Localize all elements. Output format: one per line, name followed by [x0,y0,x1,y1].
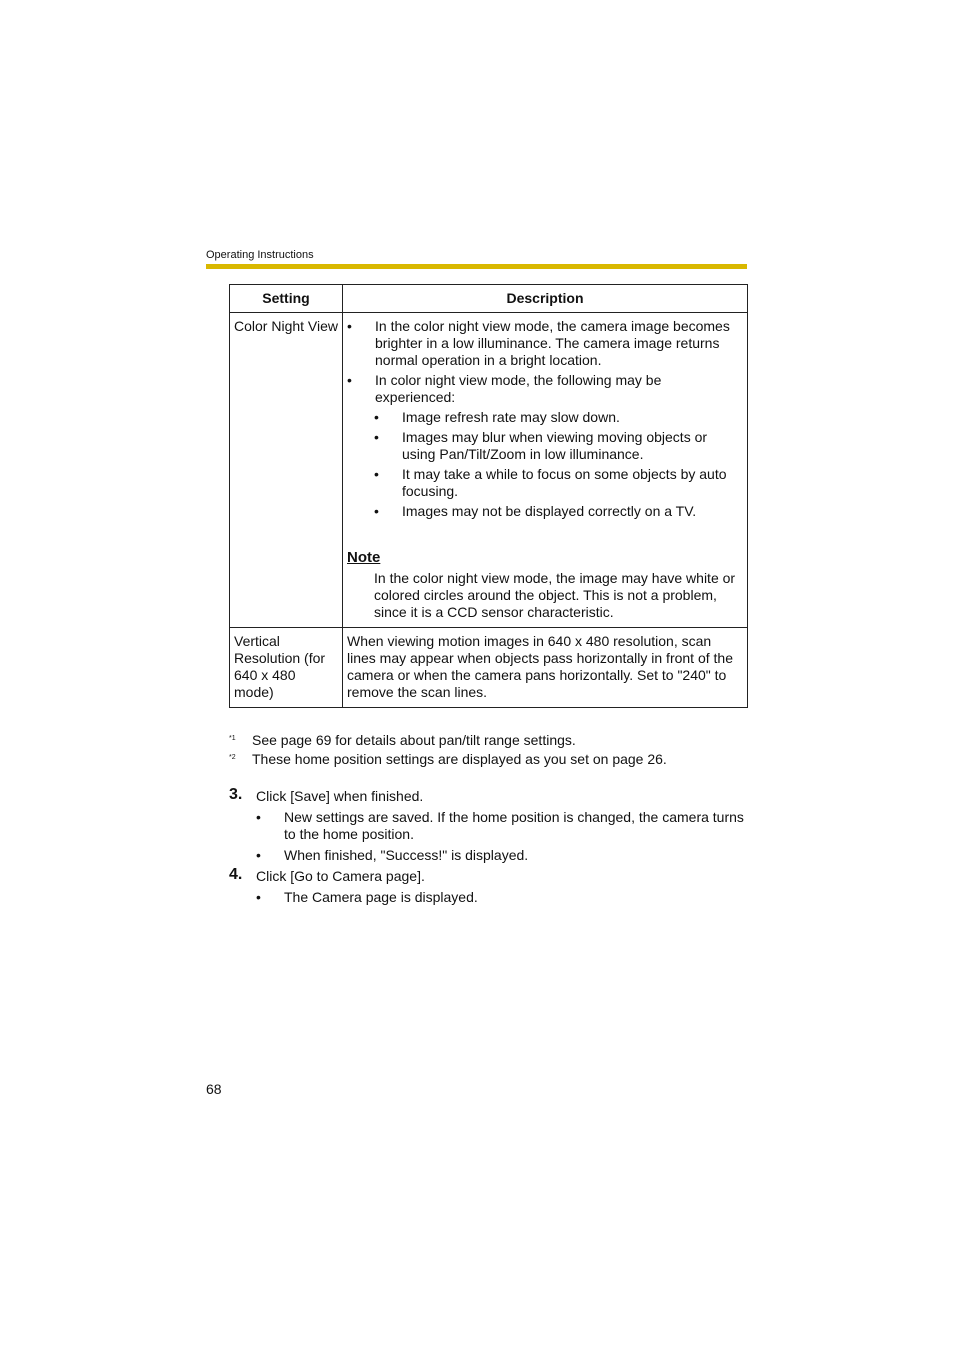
setting-cell: Vertical Resolution (for 640 x 480 mode) [230,628,343,708]
table-row [230,628,748,708]
footnotes [229,731,667,769]
step-text: Click [Go to Camera page]. [256,868,425,884]
step-number: 4. [229,866,243,883]
footnote-mark: *1 [229,735,236,742]
sub-bullet-item: • Images may not be displayed correctly on a TV. [374,503,741,520]
steps-list [229,788,749,910]
bullet-item: • In color night view mode, the following may be experienced: [347,372,741,406]
step-bullet: • When finished, "Success!" is displayed. [229,847,749,864]
sub-bullet-item: • It may take a while to focus on some objects by auto focusing. [374,466,741,500]
note-heading: Note [347,549,381,566]
note-text: In the color night view mode, the image may have white or colored circles around the object. This is not a problem, since it is a CCD sensor characteristic. [374,570,736,620]
step-text: Click [Save] when finished. [256,788,424,804]
footnote [229,750,667,769]
page-number: 68 [206,1081,222,1097]
description-cell: When viewing motion images in 640 x 480 resolution, scan lines may appear when objects pass horizontally in front of the camera or when the camera pans horizontally. Set to "240" to remove the scan lines. [343,628,748,708]
description-cell [343,313,748,628]
running-header: Operating Instructions [206,249,314,261]
step-bullet: • New settings are saved. If the home position is changed, the camera turns to the home position. [229,809,749,843]
step-bullet: • The Camera page is displayed. [229,889,749,906]
table-row [230,313,748,628]
step-number: 3. [229,786,243,803]
settings-table [229,284,748,708]
footnote [229,731,667,750]
column-header-description: Description [343,285,748,313]
column-header-setting: Setting [230,285,343,313]
table-header-row [230,285,748,313]
sub-bullet-item: • Image refresh rate may slow down. [374,409,741,426]
sub-bullet-item: • Images may blur when viewing moving objects or using Pan/Tilt/Zoom in low illuminance. [374,429,741,463]
header-rule [206,264,747,269]
footnote-text: These home position settings are displayed as you set on page 26. [252,751,667,767]
footnote-mark: *2 [229,754,236,761]
step-item [229,868,749,885]
step-item [229,788,749,805]
bullet-item: • In the color night view mode, the camera image becomes brighter in a low illuminance. The camera image returns normal operation in a bright location. [347,318,741,369]
setting-cell: Color Night View [230,313,343,628]
footnote-text: See page 69 for details about pan/tilt range settings. [252,732,576,748]
